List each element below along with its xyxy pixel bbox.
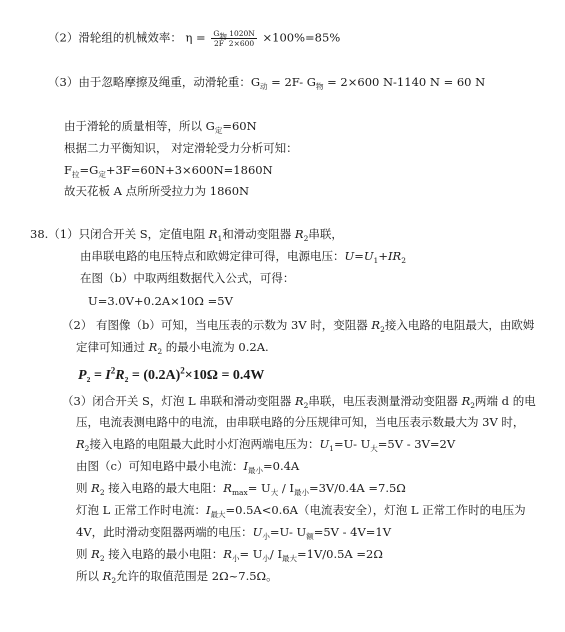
current-intro: 定律可知通过 [76,340,149,354]
q38-line-2 [80,249,406,265]
q38-line-15 [76,547,383,563]
r-symbol-5: R [115,367,125,383]
r-symbol-4: R [148,340,158,354]
sub-2f: 2 [124,374,129,384]
lamp-result: =5V - 3V=2V [377,437,456,451]
ceiling-line [64,184,249,198]
q38-line-6 [76,340,269,356]
sub-2h: 2 [470,401,476,410]
part3-mid: 串联，电压表测量滑动变阻器 [308,394,462,408]
sub-2l: 2 [111,576,117,585]
q38-line-10 [76,437,455,453]
i-symbol-3: I [205,503,211,517]
pulley-mid: = 2F- G [267,75,316,89]
q38-line-13 [76,503,526,519]
sub-2d: 2 [157,347,163,356]
sub-2g: 2 [303,401,309,410]
pulley-result: = 2×600 N-1140 N = 60 N [323,75,486,89]
fixed-pulley-value: =60N [222,119,257,133]
force-symbol: F [64,163,72,177]
min-r-result: =1V/0.5A =2Ω [297,547,383,561]
max-r-div: / I [278,481,294,495]
sub-ding-2: 定 [98,170,106,179]
g-symbol: G [213,29,220,38]
sub-zuixiao-2: 最小 [293,488,309,497]
part2-intro: （2） 有图像（b）可知，当电压表的示数为 3V 时，变阻器 [62,318,372,332]
voltage-intro: 由串联电路的电压特点和欧姆定律可得，电源电压： [80,249,345,263]
q38-line-11 [76,459,299,475]
ceiling-text: 故天花板 A 点所所受拉力为 1860N [64,184,250,198]
q38-line-4 [88,294,233,308]
q38-line-14 [76,525,391,541]
sub-2k: 2 [99,554,105,563]
numerator-value: 1020N [229,29,255,38]
exp-2: 2 [110,365,116,375]
sub-la: 拉 [71,170,80,179]
min-current-text: 由图（c）可知电路中最小电流： [76,459,244,473]
r-symbol-12: R [223,547,232,561]
den-value: 2×600 [228,39,255,48]
sub-2: 2 [303,234,309,243]
efficiency-result: ×100%=85% [262,30,341,45]
r-symbol-10: R [223,481,232,495]
voltage-result: U=3.0V+0.2A×10Ω =5V [88,294,233,308]
q38-line-8 [62,394,536,410]
balance-text: 根据二力平衡知识， 对定滑轮受力分析可知： [64,141,298,155]
then-text-2: 则 [76,547,92,561]
u-l-symbol: U [319,437,330,451]
force-mid: =G [79,163,99,177]
sub-1b: 1 [373,256,379,265]
then-text: 则 [76,481,92,495]
efficiency-label: （2）滑轮组的机械效率： [48,30,182,45]
i-symbol: I [387,249,393,263]
conclusion-pre: 所以 [76,569,103,583]
equals-sign: = [196,30,206,45]
formula-eq: = I [90,367,111,383]
sub-2j: 2 [99,488,105,497]
q38-line-3 [80,271,294,285]
r-symbol-3: R [371,318,381,332]
q38-line-1 [30,227,343,243]
r2-symbol: R [392,249,402,263]
i-symbol-2: I [243,459,248,473]
fixed-pulley-line [64,119,257,135]
sub-da: 大 [370,444,378,453]
efficiency-line [48,29,340,48]
formula-rhs: = (0.2A) [128,367,181,383]
q38-intro: 38.（1）只闭合开关 S，定值电阻 [30,227,209,241]
u1-symbol: U [363,249,374,263]
min-current-value: =0.4A [263,459,300,473]
min-r-text: 接入电路的最小电阻： [104,547,224,561]
formula-end: ×10Ω = 0.4W [184,367,265,383]
sub-ding: 定 [214,126,223,135]
rheostat-mid: =U- U [269,525,307,539]
sub-1c: 1 [329,444,334,453]
sub-zuixiao: 最小 [248,466,263,475]
pulley-weight-line [48,75,485,91]
q38-tail: 串联， [308,227,343,241]
lamp-current-mid: =0.5A<0.6A（电流表安全），灯泡 L 正常工作时的电压为 [225,503,526,517]
min-r-eq: = U [239,547,263,561]
min-r-div: / I [269,547,282,561]
sub-2i: 2 [84,444,90,453]
efficiency-fraction [211,29,257,48]
sub-1: 1 [217,234,223,243]
sub-2c: 2 [380,325,385,334]
q38-mid: 和滑动变阻器 [222,227,295,241]
u-symbol-3: U [252,525,263,539]
plus: + [378,249,388,263]
sub-zuida: 最大 [210,510,226,519]
u-symbol: U [344,249,355,263]
current-tail: 的最小电流为 0.2A. [162,340,269,354]
den-2f: 2F [214,39,225,48]
power-formula [78,361,264,386]
balance-line [64,141,298,155]
sub-2b: 2 [401,256,406,265]
sub-xiao: 小 [262,532,270,541]
part3-tail: 两端 d 的电 [475,394,536,408]
lamp-current-text: 灯泡 L 正常工作时电流： [76,503,206,517]
part3-intro: （3）闭合开关 S，灯泡 L 串联和滑动变阻器 [62,394,295,408]
sub-xiao-2: 小 [231,554,240,563]
part2-tail: 接入电路的电阻最大，由欧姆 [384,318,535,332]
r-symbol-6: R [294,394,304,408]
r-symbol-2: R [294,227,304,241]
lamp-voltage-text: 接入电路的电阻最大此时小灯泡两端电压为： [89,437,320,451]
sub-e: 额 [306,532,314,541]
sub-2e: 2 [86,374,91,384]
r-symbol: R [208,227,218,241]
force-result: +3F=60N+3×600N=1860N [105,163,273,177]
r-symbol-11: R [91,547,100,561]
rheostat-result: =5V - 4V=1V [313,525,392,539]
r-symbol-13: R [102,569,112,583]
q38-line-16 [76,569,278,585]
max-r-text: 接入电路的最大电阻： [104,481,224,495]
max-r-result: =3V/0.4A =7.5Ω [308,481,406,495]
force-line [64,163,273,179]
sub-xiao-3: 小 [262,554,270,563]
sub-dong: 动 [260,82,268,91]
sub-wu: 物 [219,32,227,41]
pulley-label: （3）由于忽略摩擦及绳重，动滑轮重：G [48,75,261,89]
sub-zuida-2: 最大 [282,554,297,563]
sub-da-2: 大 [270,488,279,497]
eq: = [354,249,364,263]
sub-wu-2: 物 [315,82,324,91]
q38-line-9 [76,415,524,429]
q38-line-5 [62,318,534,334]
rheostat-voltage-text: 4V，此时滑动变阻器两端的电压： [76,525,253,539]
substitute-text: 在图（b）中取两组数据代入公式，可得： [80,271,295,285]
sub-max: max [231,488,248,497]
fixed-pulley-text: 由于滑轮的质量相等，所以 G [64,119,215,133]
p-symbol: P [78,367,87,383]
r-symbol-7: R [461,394,471,408]
exp-2b: 2 [180,365,185,375]
eta-symbol: η [185,30,193,45]
divider-law-text: 压，电流表测电路中的电流，由串联电路的分压规律可知，当电压表示数最大为 3V 时， [76,415,525,429]
fraction-numerator [211,29,257,39]
max-r-eq: = U [247,481,271,495]
lamp-eq: =U- U [333,437,371,451]
conclusion-text: 允许的取值范围是 2Ω~7.5Ω。 [116,569,278,583]
r-symbol-8: R [76,437,85,451]
r-symbol-9: R [91,481,100,495]
q38-line-12 [76,481,406,497]
